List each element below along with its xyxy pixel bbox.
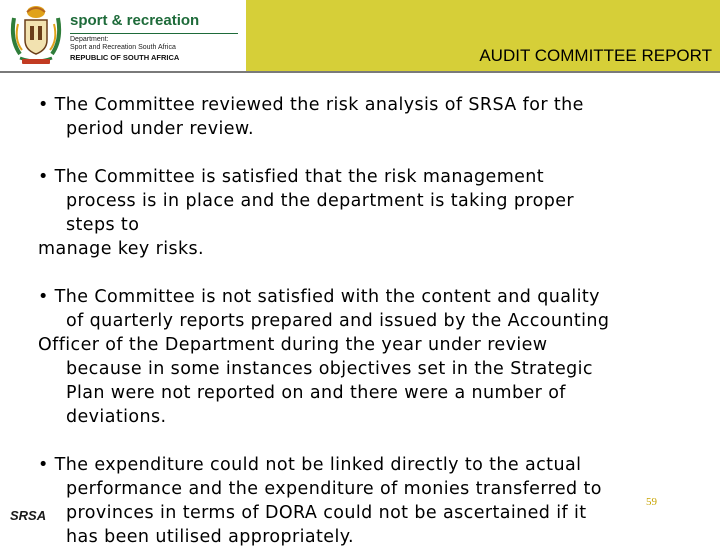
bullet-3-line-2: of quarterly reports prepared and issued by the Accounting [66, 311, 610, 331]
bullet-4-line-1: • The expenditure could not be linked directly to the actual [38, 455, 582, 475]
bullet-3-line-5: Plan were not reported on and there were a number of [66, 383, 566, 403]
bullet-3-line-4: because in some instances objectives set in the Strategic [66, 359, 593, 379]
bullet-4-line-2: performance and the expenditure of monies transferred to [66, 479, 602, 499]
page-number: 59 [646, 496, 657, 508]
country-name: REPUBLIC OF SOUTH AFRICA [70, 53, 180, 62]
bullet-1-line-2: period under review. [66, 119, 254, 139]
bullet-4-line-3: provinces in terms of DORA could not be ascertained if it [66, 503, 587, 523]
footer-srsa-logo: SRSA [10, 508, 47, 523]
bullet-3-line-3: Officer of the Department during the year under review [38, 335, 548, 355]
bullet-3-line-1: • The Committee is not satisfied with the content and quality [38, 287, 600, 307]
bullet-2-line-2: process is in place and the department is taking proper [66, 191, 574, 211]
bullet-1-line-1: • The Committee reviewed the risk analysis of SRSA for the [38, 95, 584, 115]
department-label: Department: [70, 36, 109, 43]
bullet-2-line-1: • The Committee is satisfied that the risk management [38, 167, 545, 187]
bullet-2-line-4: manage key risks. [38, 239, 205, 259]
page-title: AUDIT COMMITTEE REPORT [479, 46, 712, 65]
bullet-3-line-6: deviations. [66, 407, 167, 427]
brand-title: sport & recreation [70, 12, 200, 29]
bullet-4-line-4: has been utilised appropriately. [66, 527, 354, 547]
department-full-name: Sport and Recreation South Africa [70, 44, 176, 51]
bullet-2-line-3: steps to [66, 215, 140, 235]
